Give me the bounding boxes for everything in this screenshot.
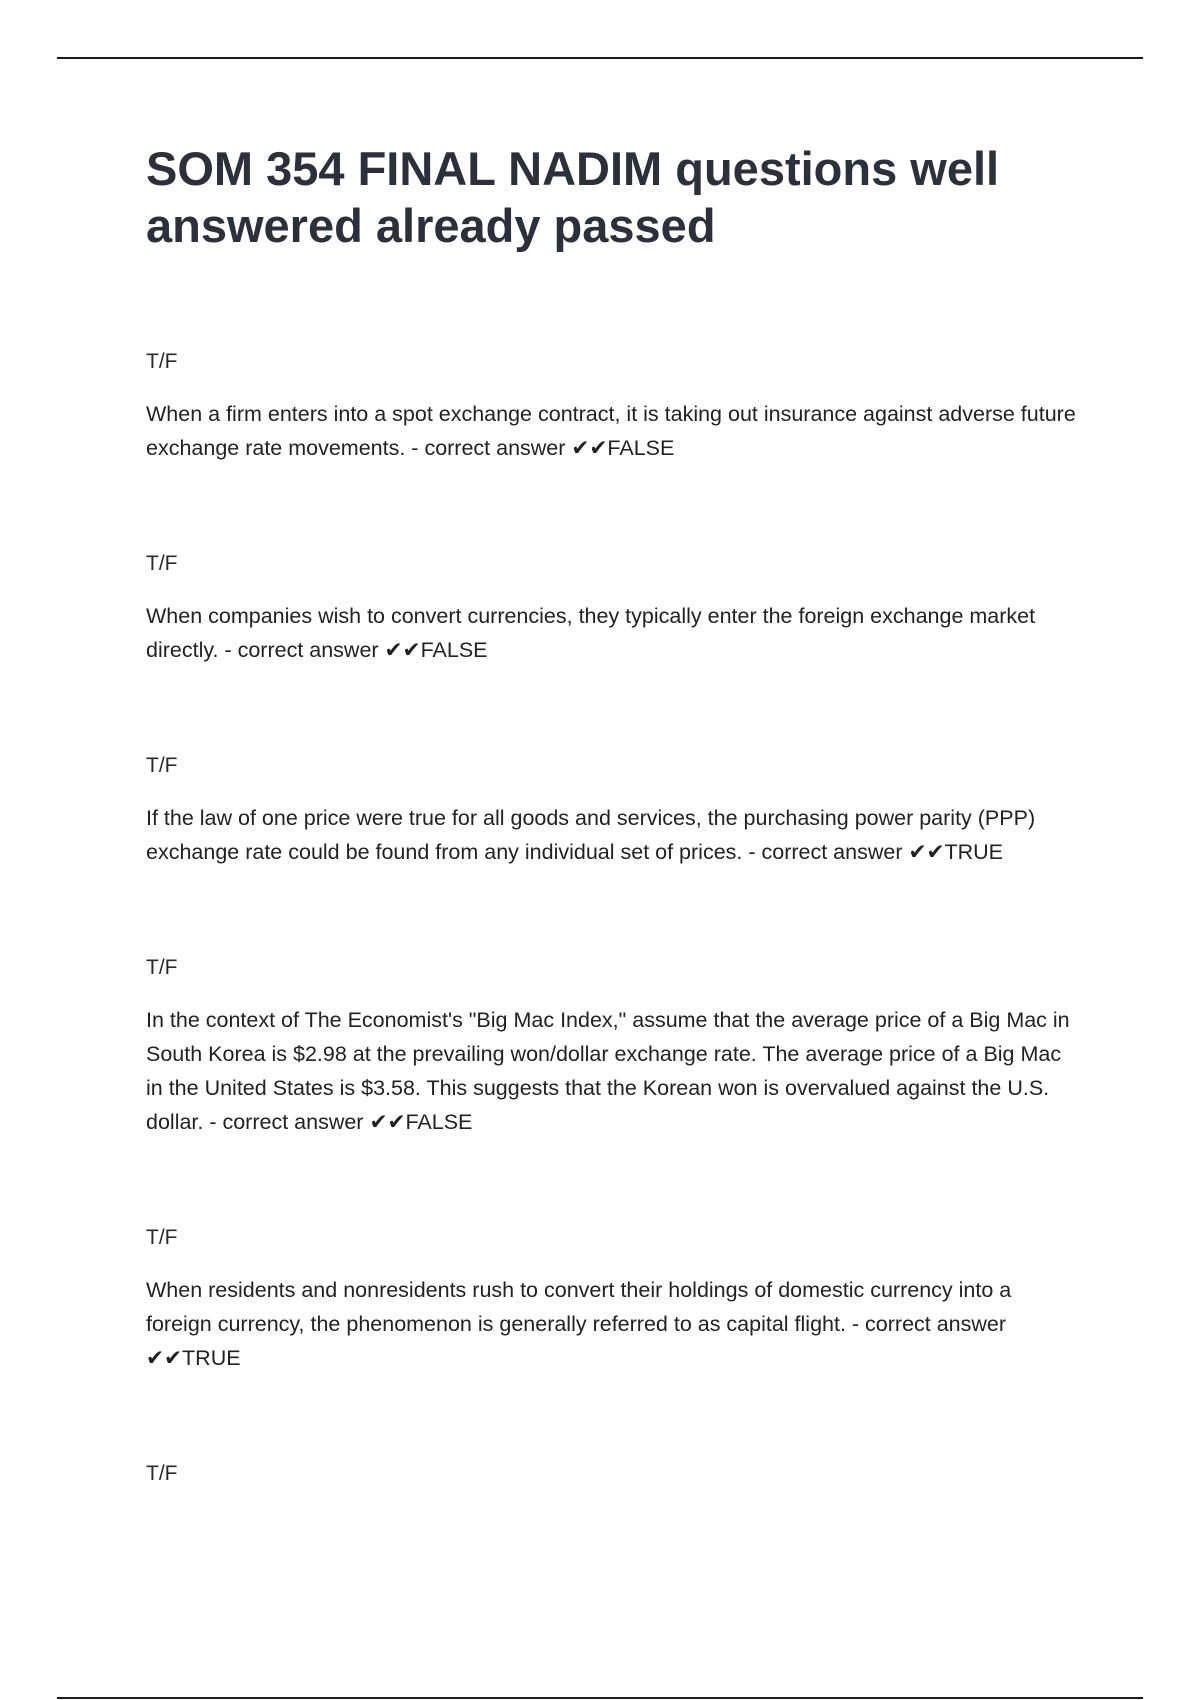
question-text: If the law of one price were true for all goods and services, the purchasing power parity (PPP) exchange rate could be found from any individual set of prices. - correct answer ✔✔TRUE: [146, 806, 1036, 864]
question-item: [146, 1225, 1076, 1375]
question-item: [146, 753, 1076, 869]
top-rule: [57, 57, 1143, 59]
question-type: T/F: [146, 1226, 178, 1249]
question-type: T/F: [146, 754, 178, 777]
question-text: When companies wish to convert currencies, they typically enter the foreign exchange market directly. - correct answer ✔✔FALSE: [146, 604, 1036, 662]
question-item: [146, 955, 1076, 1139]
question-item: [146, 1461, 1076, 1487]
question-text: When residents and nonresidents rush to convert their holdings of domestic currency into a foreign currency, the phenomenon is generally referred to as capital flight. - correct answer ✔✔TRUE: [146, 1278, 1012, 1370]
document-body: [146, 140, 1076, 1573]
question-text: When a firm enters into a spot exchange contract, it is taking out insurance against adverse future exchange rate movements. - correct answer ✔✔FALSE: [146, 402, 1076, 460]
question-type: T/F: [146, 1462, 178, 1485]
bottom-rule: [57, 1697, 1143, 1699]
question-list: [146, 349, 1076, 1487]
question-text: In the context of The Economist's "Big Mac Index," assume that the average price of a Big Mac in South Korea is $2.98 at the prevailing won/dollar exchange rate. The average price of a Big Mac in the United States is $3.58. This suggests that the Korean won is overvalued against the U.S. dollar. - correct answer ✔✔FALSE: [146, 1008, 1070, 1134]
question-item: [146, 551, 1076, 667]
question-type: T/F: [146, 552, 178, 575]
question-type: T/F: [146, 956, 178, 979]
document-title: SOM 354 FINAL NADIM questions well answered already passed: [146, 142, 1000, 252]
question-item: [146, 349, 1076, 465]
question-type: T/F: [146, 350, 178, 373]
